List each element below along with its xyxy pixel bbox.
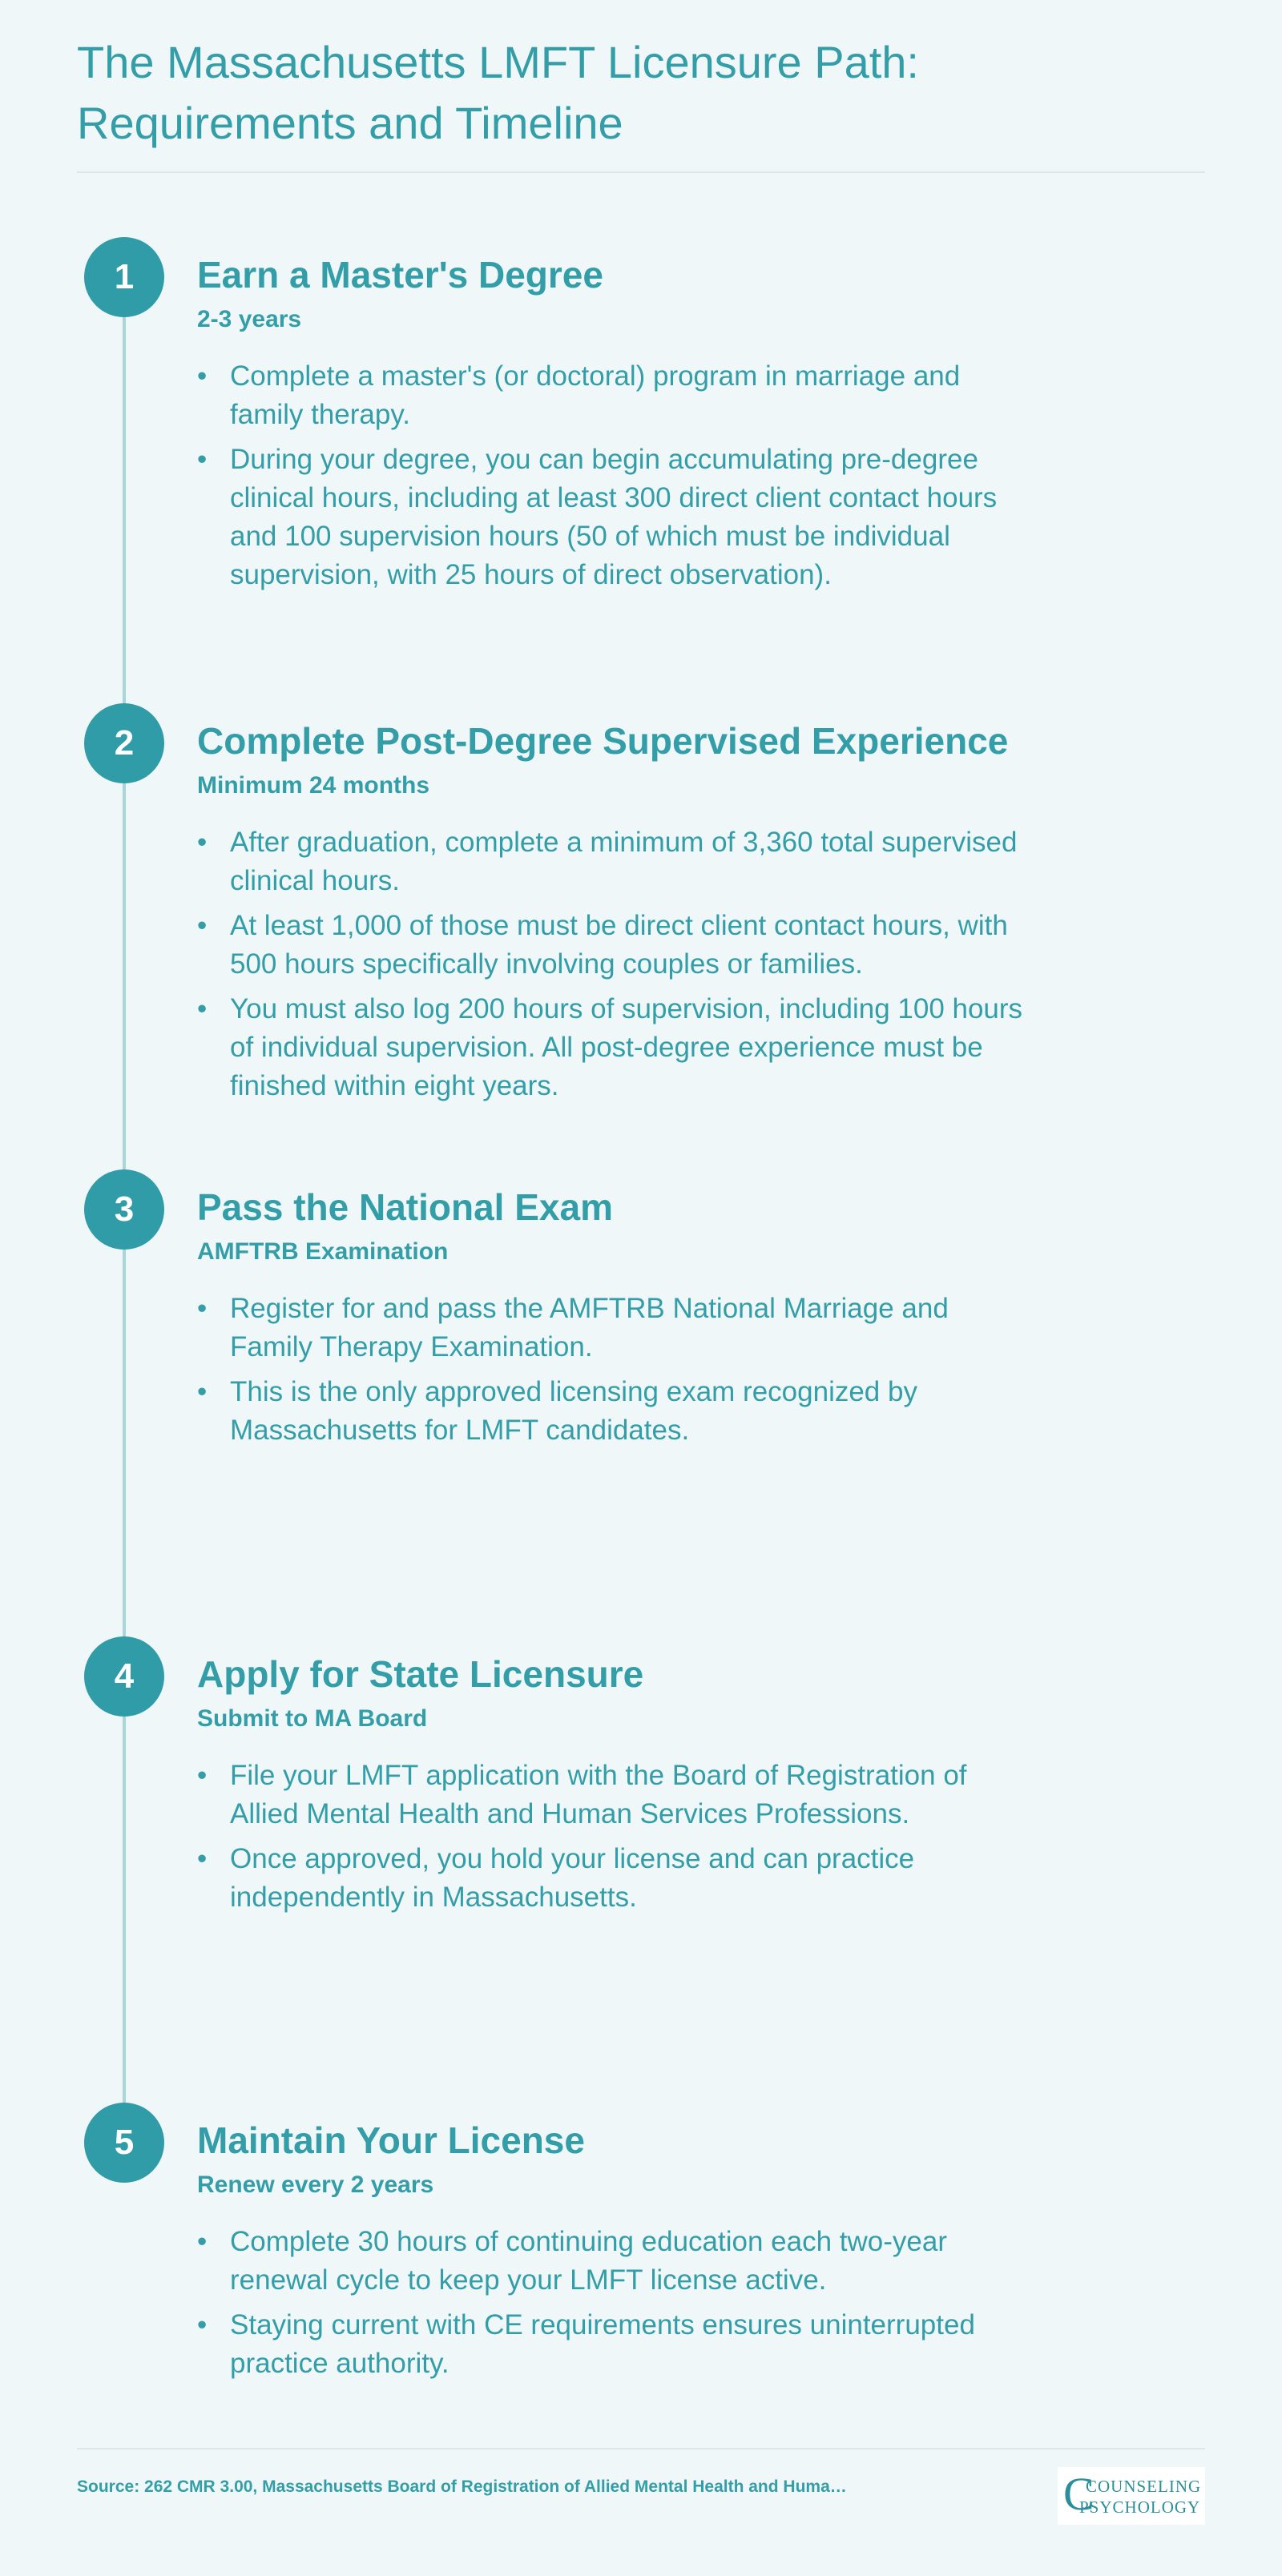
step-number-badge: 5: [84, 2103, 164, 2183]
step-number-badge: 2: [84, 703, 164, 783]
bullet-item: [197, 2223, 1030, 2300]
bullet-icon: •: [197, 1760, 208, 1791]
bullet-icon: •: [197, 444, 208, 475]
bullet-text: After graduation, complete a minimum of 3,360 total supervised clinical hours.: [230, 827, 1018, 896]
step-bullet-list: [197, 1290, 1030, 1456]
bullet-text: Staying current with CE requirements ensures uninterrupted practice authority.: [230, 2309, 975, 2379]
logo-text-line1: COUNSELING: [1086, 2477, 1202, 2496]
step-duration: Minimum 24 months: [197, 772, 430, 799]
bullet-icon: •: [197, 910, 208, 941]
counseling-psychology-logo: [1058, 2467, 1205, 2525]
bullet-icon: •: [197, 1843, 208, 1874]
bullet-item: [197, 1757, 1030, 1833]
step-duration: Renew every 2 years: [197, 2171, 434, 2198]
bullet-item: [197, 357, 1030, 434]
bullet-item: [197, 990, 1030, 1105]
step-bullet-list: [197, 2223, 1030, 2389]
source-citation: Source: 262 CMR 3.00, Massachusetts Board of Registration of Allied Mental Health and Huma…: [77, 2477, 847, 2496]
step-title: Maintain Your License: [197, 2119, 585, 2161]
footer-divider: [77, 2448, 1205, 2449]
bullet-icon: •: [197, 1376, 208, 1407]
bullet-item: [197, 1373, 1030, 1450]
bullet-icon: •: [197, 1293, 208, 1324]
bullet-item: [197, 823, 1030, 900]
step-number-badge: 4: [84, 1636, 164, 1717]
bullet-icon: •: [197, 2226, 208, 2257]
step-title: Earn a Master's Degree: [197, 254, 603, 296]
bullet-icon: •: [197, 827, 208, 858]
page-title: The Massachusetts LMFT Licensure Path: Requirements and Timeline: [77, 37, 919, 148]
bullet-item: [197, 441, 1030, 594]
step-title: Pass the National Exam: [197, 1186, 613, 1228]
step-number-badge: 3: [84, 1169, 164, 1250]
step-bullet-list: [197, 823, 1030, 1112]
logo-text-line2: PSYCHOLOGY: [1079, 2498, 1201, 2517]
step-bullet-list: [197, 357, 1030, 601]
bullet-item: [197, 1290, 1030, 1366]
step-duration: 2-3 years: [197, 306, 302, 332]
bullet-item: [197, 2306, 1030, 2383]
step-duration: Submit to MA Board: [197, 1705, 428, 1732]
bullet-text: During your degree, you can begin accumulating pre-degree clinical hours, including at least 300 direct client contact hours and 100 supervision hours (50 of which must be individual supervision, with 25 hours of direct observation).: [230, 444, 998, 590]
bullet-text: File your LMFT application with the Board of Registration of Allied Mental Health and Human Services Professions.: [230, 1760, 967, 1829]
bullet-item: [197, 1840, 1030, 1917]
step-title: Apply for State Licensure: [197, 1653, 644, 1695]
step-number-badge: 1: [84, 237, 164, 317]
bullet-text: Complete 30 hours of continuing education each two-year renewal cycle to keep your LMFT license active.: [230, 2226, 947, 2296]
header-divider: [77, 171, 1205, 173]
bullet-text: This is the only approved licensing exam recognized by Massachusetts for LMFT candidates.: [230, 1376, 917, 1446]
bullet-text: Complete a master's (or doctoral) program in marriage and family therapy.: [230, 360, 961, 430]
step-bullet-list: [197, 1757, 1030, 1923]
bullet-icon: •: [197, 2309, 208, 2341]
bullet-text: Register for and pass the AMFTRB National Marriage and Family Therapy Examination.: [230, 1293, 949, 1362]
bullet-icon: •: [197, 360, 208, 392]
bullet-icon: •: [197, 993, 208, 1024]
step-duration: AMFTRB Examination: [197, 1238, 449, 1265]
logo-head-icon: C: [1063, 2468, 1095, 2520]
bullet-text: Once approved, you hold your license and can practice independently in Massachusetts.: [230, 1843, 915, 1913]
bullet-item: [197, 907, 1030, 984]
bullet-text: You must also log 200 hours of supervision, including 100 hours of individual supervision. All post-degree experience must be finished within eight years.: [230, 993, 1023, 1101]
bullet-text: At least 1,000 of those must be direct client contact hours, with 500 hours specifically involving couples or families.: [230, 910, 1008, 980]
step-title: Complete Post-Degree Supervised Experience: [197, 720, 1009, 762]
